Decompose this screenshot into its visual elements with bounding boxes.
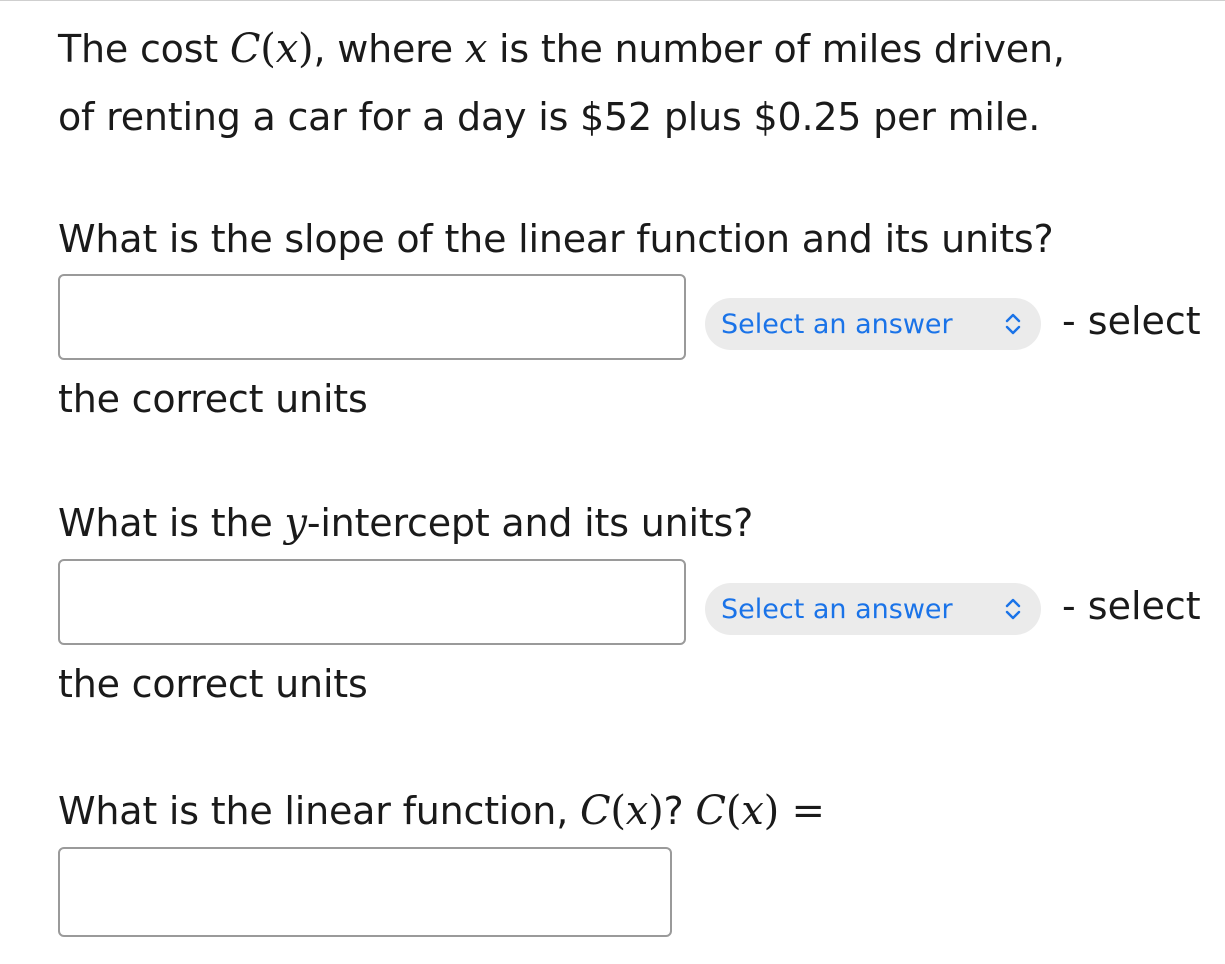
intercept-answer-input[interactable] bbox=[58, 559, 686, 645]
select-instruction-continuation: the correct units bbox=[58, 377, 368, 421]
math-variable-y: y bbox=[284, 500, 307, 546]
chevron-up-down-icon bbox=[1003, 310, 1023, 338]
intercept-units-select[interactable] bbox=[705, 583, 1041, 635]
slope-units-select[interactable] bbox=[705, 298, 1041, 350]
slope-answer-input[interactable] bbox=[58, 274, 686, 360]
math-cost-function-lhs: C(x) = bbox=[695, 788, 825, 834]
math-cost-function: C(x) bbox=[579, 788, 664, 834]
math-cost-function: C(x) bbox=[229, 26, 314, 72]
problem-statement-line-1: The cost C(x), where x is the number of miles driven, bbox=[58, 26, 1065, 72]
select-instruction-continuation: the correct units bbox=[58, 662, 368, 706]
problem-statement-line-2: of renting a car for a day is $52 plus $0.25 per mile. bbox=[58, 95, 1041, 139]
select-label: Select an answer bbox=[721, 593, 953, 625]
select-instruction: - select bbox=[1062, 299, 1201, 343]
function-question-prompt: What is the linear function, C(x)? C(x) = bbox=[58, 788, 825, 834]
select-label: Select an answer bbox=[721, 308, 953, 340]
problem-text: The cost bbox=[58, 27, 230, 71]
select-instruction: - select bbox=[1062, 584, 1201, 628]
chevron-up-down-icon bbox=[1003, 595, 1023, 623]
slope-question-prompt: What is the slope of the linear function and its units? bbox=[58, 217, 1054, 261]
function-answer-input[interactable] bbox=[58, 847, 672, 937]
math-variable-x: x bbox=[464, 26, 488, 72]
top-divider bbox=[0, 0, 1225, 1]
intercept-question-prompt: What is the y-intercept and its units? bbox=[58, 500, 754, 546]
